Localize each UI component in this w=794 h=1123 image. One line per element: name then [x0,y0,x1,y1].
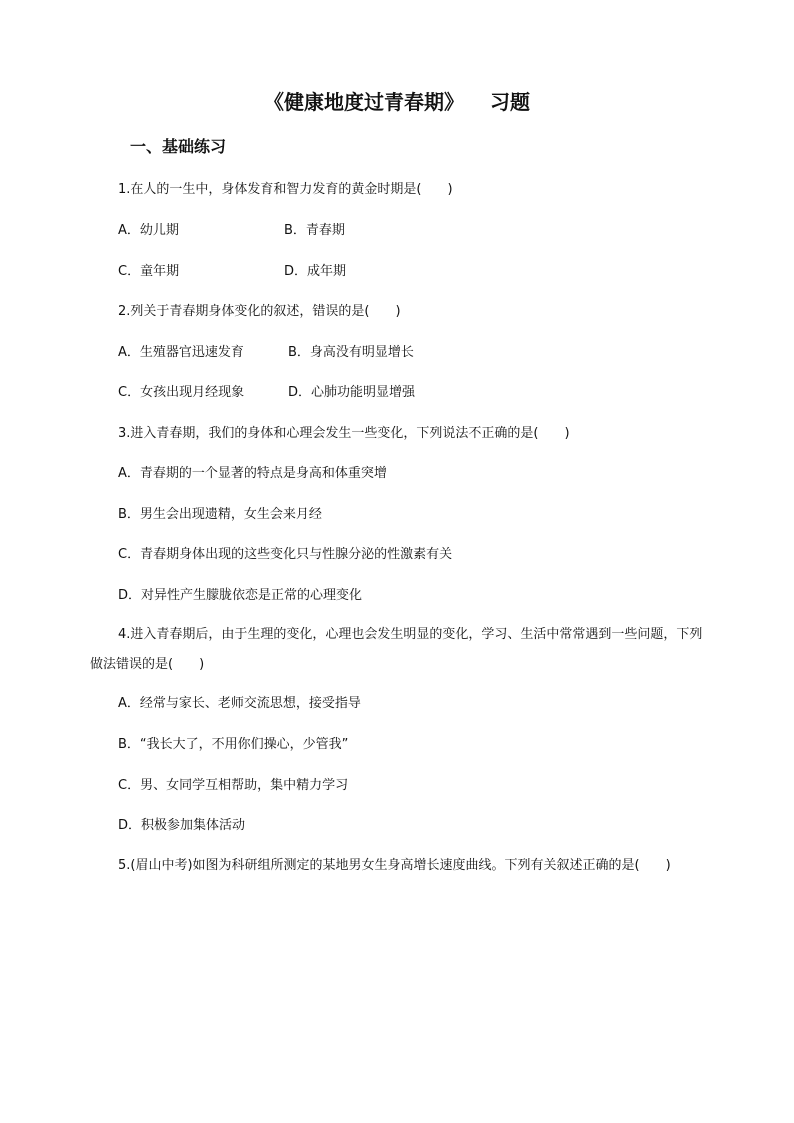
question-3-option-d: D．对异性产生朦胧依恋是正常的心理变化 [118,588,363,603]
question-4-option-c: C．男、女同学互相帮助，集中精力学习 [118,778,349,793]
question-1-option-c: C．童年期 [118,264,180,279]
question-2-option-b: B．身高没有明显增长 [288,345,414,360]
question-1-stem: 1.在人的一生中，身体发育和智力发育的黄金时期是( ) [118,182,453,197]
question-5-stem-block [90,851,710,881]
title-main: 《健康地度过青春期》 [264,90,464,114]
section-heading: 一、基础练习 [130,137,227,156]
question-3-option-c: C．青春期身体出现的这些变化只与性腺分泌的性激素有关 [118,547,453,562]
question-4-stem: 4.进入青春期后，由于生理的变化，心理也会发生明显的变化，学习、生活中常常遇到一些问题，下列做法错误的是( ) [90,627,703,672]
question-4-stem-block [90,620,710,680]
question-4-option-a: A．经常与家长、老师交流思想，接受指导 [118,696,361,711]
page-title [0,86,794,115]
title-suffix: 习题 [490,90,530,114]
question-3-option-b: B．男生会出现遗精，女生会来月经 [118,507,322,522]
question-5-stem: 5.(眉山中考)如图为科研组所测定的某地男女生身高增长速度曲线。下列有关叙述正确的是( ) [118,858,671,873]
question-4-option-b: B．“我长大了，不用你们操心，少管我” [118,737,349,752]
question-4-option-d: D．积极参加集体活动 [118,818,246,833]
question-1-option-a: A．幼儿期 [118,223,179,238]
question-2-option-d: D．心肺功能明显增强 [288,385,416,400]
question-2-option-a: A．生殖器官迅速发育 [118,345,244,360]
question-2-option-c: C．女孩出现月经现象 [118,385,245,400]
question-2-stem: 2.列关于青春期身体变化的叙述，错误的是( ) [118,304,401,319]
question-3-stem: 3.进入青春期，我们的身体和心理会发生一些变化，下列说法不正确的是( ) [118,426,570,441]
question-1-option-d: D．成年期 [284,264,347,279]
question-1-option-b: B．青春期 [284,223,345,238]
question-3-option-a: A．青春期的一个显著的特点是身高和体重突增 [118,466,387,481]
